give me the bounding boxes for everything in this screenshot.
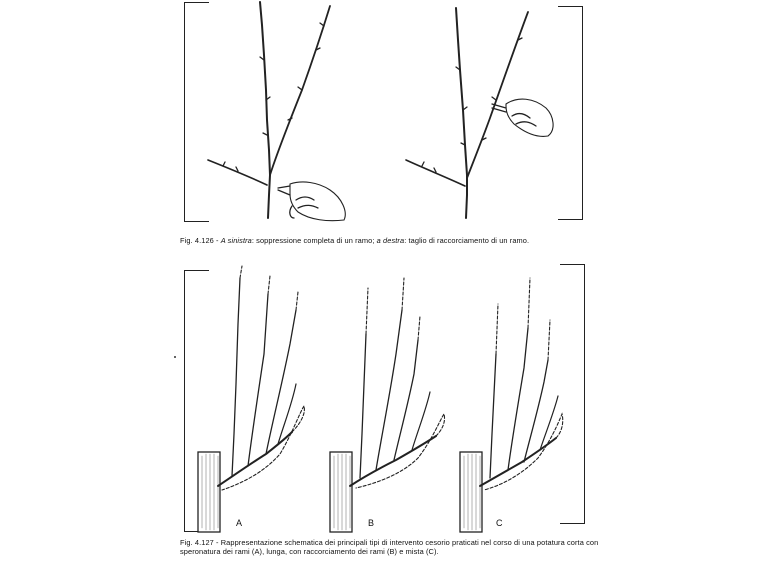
illustration-panel-b: [320, 264, 450, 536]
figure-caption-4-126: [180, 236, 600, 245]
figure-4-126: [178, 0, 590, 228]
panel-label-c: C: [496, 518, 503, 528]
figure-caption-4-127: [180, 538, 600, 556]
illustration-branch-removal: [178, 0, 378, 228]
page-speck: [174, 356, 176, 358]
caption-left-text: : soppressione completa di un ramo;: [251, 236, 377, 245]
caption-number: Fig. 4.126: [180, 236, 214, 245]
caption-right-text: : taglio di raccorciamento di un ramo.: [404, 236, 530, 245]
illustration-branch-shortening: [378, 0, 578, 228]
caption-text: - Rappresentazione schematica dei principali tipi di intervento cesorio praticati nel corso di una potatura corta con speronatura dei rami (A), lunga, con raccorciamento dei rami (B) e mista (C).: [180, 538, 599, 556]
caption-right-label: a destra: [376, 236, 405, 245]
caption-separator: -: [213, 236, 221, 245]
illustration-panel-a: [188, 264, 318, 536]
panel-label-a: A: [236, 518, 243, 528]
caption-number: Fig. 4.127: [180, 538, 214, 547]
figure-4-127: [178, 264, 590, 536]
panel-label-b: B: [368, 518, 375, 528]
caption-left-label: A sinistra: [220, 236, 252, 245]
illustration-panel-c: [450, 264, 580, 536]
